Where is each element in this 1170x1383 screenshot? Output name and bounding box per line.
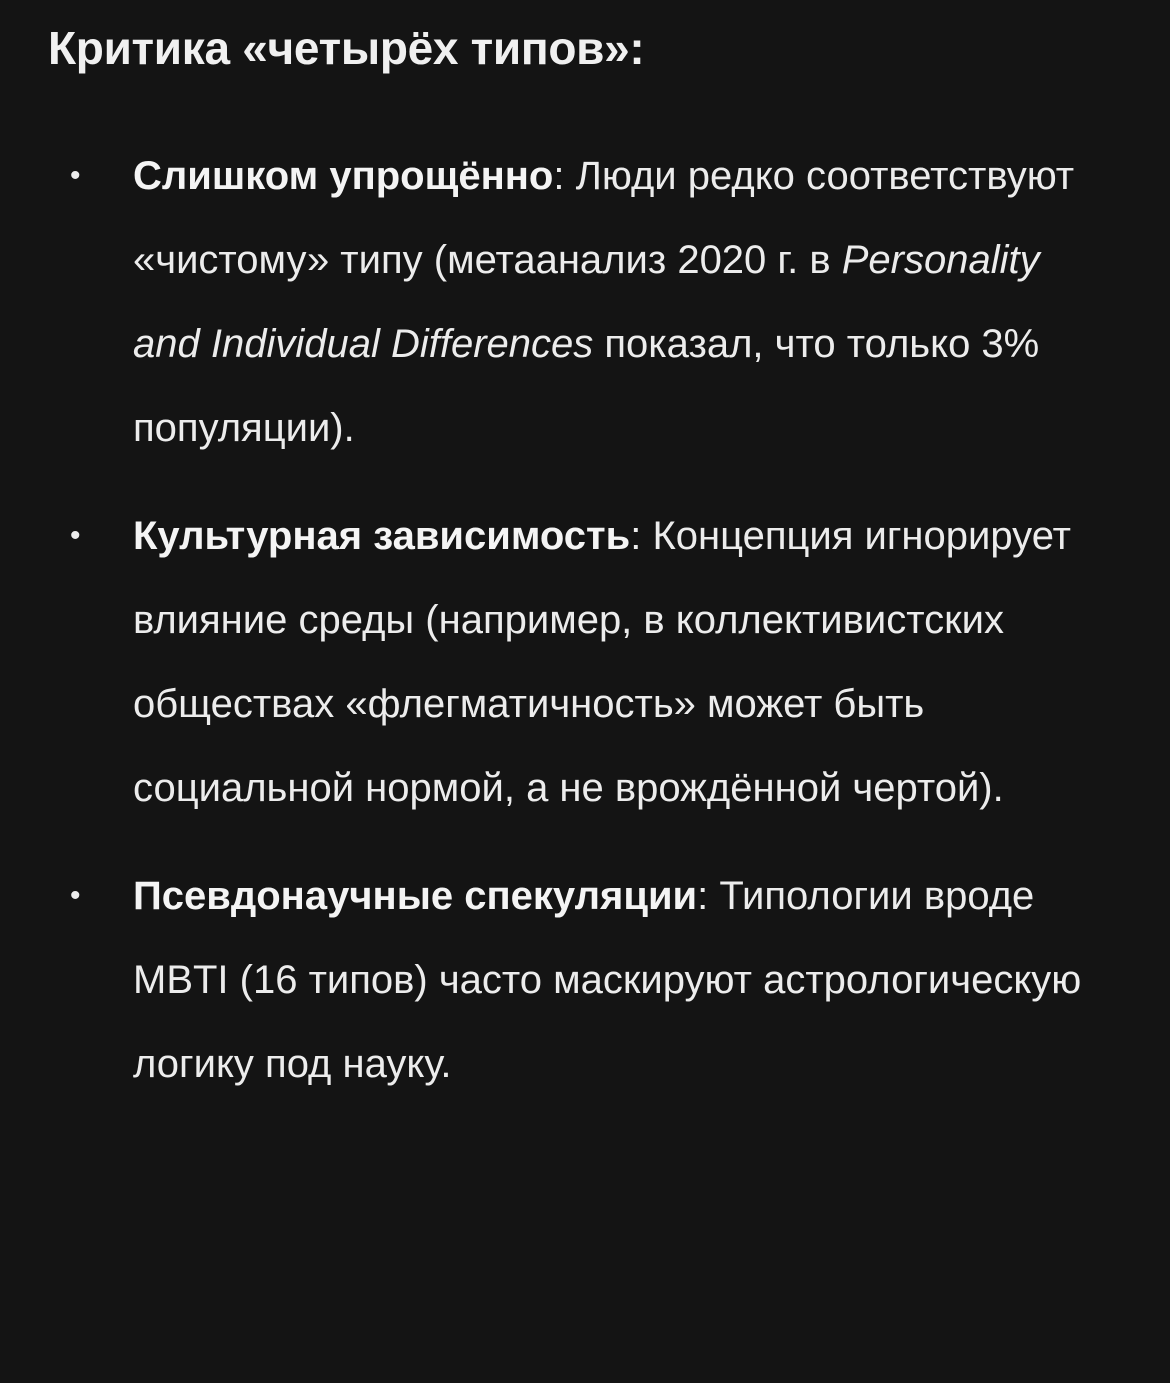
- bullet-icon: •: [70, 879, 81, 912]
- item-separator: :: [697, 874, 720, 918]
- item-title: Слишком упрощённо: [133, 154, 554, 198]
- item-title: Псевдонаучные спекуляции: [133, 874, 698, 918]
- bullet-icon: •: [70, 159, 81, 192]
- item-separator: :: [553, 154, 576, 198]
- item-text: Концепция игнорирует влияние среды (например, в коллективистских обществах «флегматичность» может быть социальной нормой, а не врождённой чертой).: [133, 514, 1071, 810]
- journal-name: Personality and Individual Differences: [133, 238, 1040, 366]
- section-heading: Критика «четырёх типов»:: [48, 22, 645, 74]
- item-text: Люди редко соответствуют «чистому» типу (метаанализ 2020 г. в: [133, 154, 1075, 282]
- item-separator: :: [630, 514, 653, 558]
- list-item: [48, 854, 1110, 1106]
- bullet-icon: •: [70, 519, 81, 552]
- item-text-tail: показал, что только 3% популяции).: [133, 322, 1040, 450]
- list-item: [48, 134, 1110, 470]
- list-item: [48, 494, 1110, 830]
- criticism-list: [48, 134, 1110, 1106]
- item-title: Культурная зависимость: [133, 514, 631, 558]
- item-text: Типологии вроде MBTI (16 типов) часто маскируют астрологическую логику под науку.: [133, 874, 1082, 1086]
